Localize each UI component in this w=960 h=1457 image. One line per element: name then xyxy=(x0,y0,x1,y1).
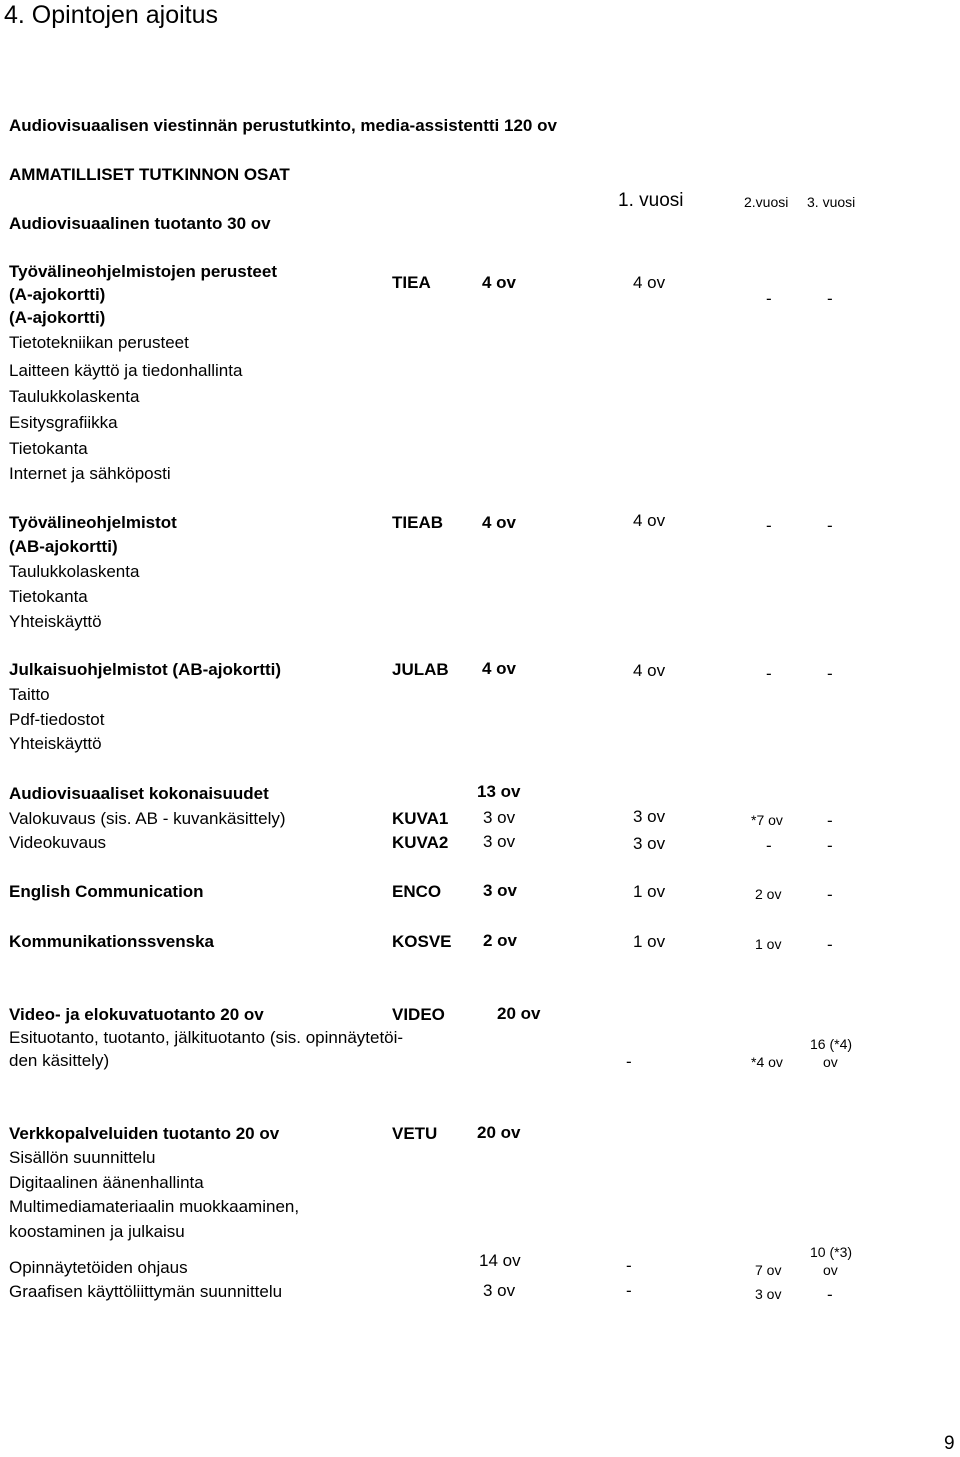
kuva1-year-1: 3 ov xyxy=(633,807,666,826)
video-desc-1: Esituotanto, tuotanto, jälkituotanto (sis. opinnäytetöi- xyxy=(9,1028,404,1047)
kuva2-code: KUVA2 xyxy=(392,833,449,852)
vetu-row-2-year-1: - xyxy=(626,1281,632,1300)
tiea-title-3: (A-ajokortti) xyxy=(9,308,106,327)
tiea-item: Laitteen käyttö ja tiedonhallinta xyxy=(9,361,243,380)
kuva2-year-2: - xyxy=(766,836,772,855)
kuva-title: Audiovisuaaliset kokonaisuudet xyxy=(9,784,269,803)
tieab-item: Taulukkolaskenta xyxy=(9,562,140,581)
tiea-total: 4 ov xyxy=(482,273,517,292)
tieab-year-3: - xyxy=(827,516,833,535)
section-title: AMMATILLISET TUTKINNON OSAT xyxy=(9,165,290,184)
julab-item: Taitto xyxy=(9,685,50,704)
year-3-header: 3. vuosi xyxy=(807,194,856,210)
enco-label: English Communication xyxy=(9,882,204,901)
julab-title: Julkaisuohjelmistot (AB-ajokortti) xyxy=(9,660,282,679)
kosve-year-3: - xyxy=(827,935,833,954)
tiea-item: Taulukkolaskenta xyxy=(9,387,140,406)
tieab-title-2: (AB-ajokortti) xyxy=(9,537,118,556)
video-desc-2: den käsittely) xyxy=(9,1051,110,1070)
video-code: VIDEO xyxy=(392,1005,445,1024)
julab-total: 4 ov xyxy=(482,659,517,678)
subsection-title: Audiovisuaalinen tuotanto 30 ov xyxy=(9,214,271,233)
vetu-title: Verkkopalveluiden tuotanto 20 ov xyxy=(9,1124,280,1143)
kuva2-year-3: - xyxy=(827,836,833,855)
vetu-item: Sisällön suunnittelu xyxy=(9,1148,156,1167)
kuva2-year-1: 3 ov xyxy=(633,834,666,853)
video-title: Video- ja elokuvatuotanto 20 ov xyxy=(9,1005,264,1024)
degree-title: Audiovisuaalisen viestinnän perustutkinto, media-assistentti 120 ov xyxy=(9,116,557,135)
vetu-row-2-total: 3 ov xyxy=(483,1281,516,1300)
kosve-label: Kommunikationssvenska xyxy=(9,932,215,951)
video-year-3-line-2: ov xyxy=(823,1054,838,1070)
video-year-3-line-1: 16 (*4) xyxy=(810,1036,853,1052)
vetu-row-2-year-3: - xyxy=(827,1285,833,1304)
page-number: 9 xyxy=(944,1433,955,1454)
page-heading: 4. Opintojen ajoitus xyxy=(4,1,219,29)
tiea-item: Tietotekniikan perusteet xyxy=(9,333,189,352)
tieab-year-1: 4 ov xyxy=(633,511,666,530)
julab-year-3: - xyxy=(827,664,833,683)
video-total: 20 ov xyxy=(497,1004,541,1023)
kosve-total: 2 ov xyxy=(483,931,518,950)
tiea-year-2: - xyxy=(766,289,772,308)
vetu-total: 20 ov xyxy=(477,1123,521,1142)
kuva2-total: 3 ov xyxy=(483,832,516,851)
enco-year-1: 1 ov xyxy=(633,882,666,901)
kuva1-year-2: *7 ov xyxy=(751,812,783,828)
tieab-title-1: Työvälineohjelmistot xyxy=(9,513,177,532)
enco-year-2: 2 ov xyxy=(755,886,782,902)
julab-year-1: 4 ov xyxy=(633,661,666,680)
kuva2-label: Videokuvaus xyxy=(9,833,107,852)
tiea-code: TIEA xyxy=(392,273,431,292)
tiea-item: Tietokanta xyxy=(9,439,88,458)
kuva1-total: 3 ov xyxy=(483,808,516,827)
julab-item: Yhteiskäyttö xyxy=(9,734,102,753)
tiea-item: Internet ja sähköposti xyxy=(9,464,171,483)
enco-year-3: - xyxy=(827,885,833,904)
year-2-header: 2.vuosi xyxy=(744,194,789,210)
enco-total: 3 ov xyxy=(483,881,518,900)
tieab-item: Yhteiskäyttö xyxy=(9,612,102,631)
video-year-1: - xyxy=(626,1052,632,1071)
vetu-row-1-total: 14 ov xyxy=(479,1251,521,1270)
vetu-item: Digitaalinen äänenhallinta xyxy=(9,1173,204,1192)
kosve-year-2: 1 ov xyxy=(755,936,782,952)
kosve-code: KOSVE xyxy=(392,932,452,951)
tiea-item: Esitysgrafiikka xyxy=(9,413,118,432)
tiea-year-3: - xyxy=(827,289,833,308)
kosve-year-1: 1 ov xyxy=(633,932,666,951)
tiea-title-2: (A-ajokortti) xyxy=(9,285,106,304)
julab-code: JULAB xyxy=(392,660,449,679)
tieab-item: Tietokanta xyxy=(9,587,88,606)
vetu-row-2-label: Graafisen käyttöliittymän suunnittelu xyxy=(9,1282,283,1301)
vetu-row-1-label: Opinnäytetöiden ohjaus xyxy=(9,1258,188,1277)
tiea-title-1: Työvälineohjelmistojen perusteet xyxy=(9,262,277,281)
tieab-total: 4 ov xyxy=(482,513,517,532)
vetu-row-1-year-3-line-1: 10 (*3) xyxy=(810,1244,853,1260)
year-1-header: 1. vuosi xyxy=(618,190,684,211)
enco-code: ENCO xyxy=(392,882,442,901)
tieab-code: TIEAB xyxy=(392,513,443,532)
vetu-row-1-year-2: 7 ov xyxy=(755,1262,782,1278)
tieab-year-2: - xyxy=(766,516,772,535)
kuva1-year-3: - xyxy=(827,811,833,830)
vetu-item: Multimediamateriaalin muokkaaminen, xyxy=(9,1197,300,1216)
tiea-year-1: 4 ov xyxy=(633,273,666,292)
julab-item: Pdf-tiedostot xyxy=(9,710,105,729)
vetu-row-1-year-3-line-2: ov xyxy=(823,1262,838,1278)
vetu-code: VETU xyxy=(392,1124,438,1143)
vetu-row-1-year-1: - xyxy=(626,1256,632,1275)
vetu-row-2-year-2: 3 ov xyxy=(755,1286,782,1302)
kuva1-code: KUVA1 xyxy=(392,809,449,828)
julab-year-2: - xyxy=(766,664,772,683)
kuva1-label: Valokuvaus (sis. AB - kuvankäsittely) xyxy=(9,809,286,828)
kuva-total: 13 ov xyxy=(477,782,521,801)
video-year-2: *4 ov xyxy=(751,1054,783,1070)
vetu-item: koostaminen ja julkaisu xyxy=(9,1222,185,1241)
